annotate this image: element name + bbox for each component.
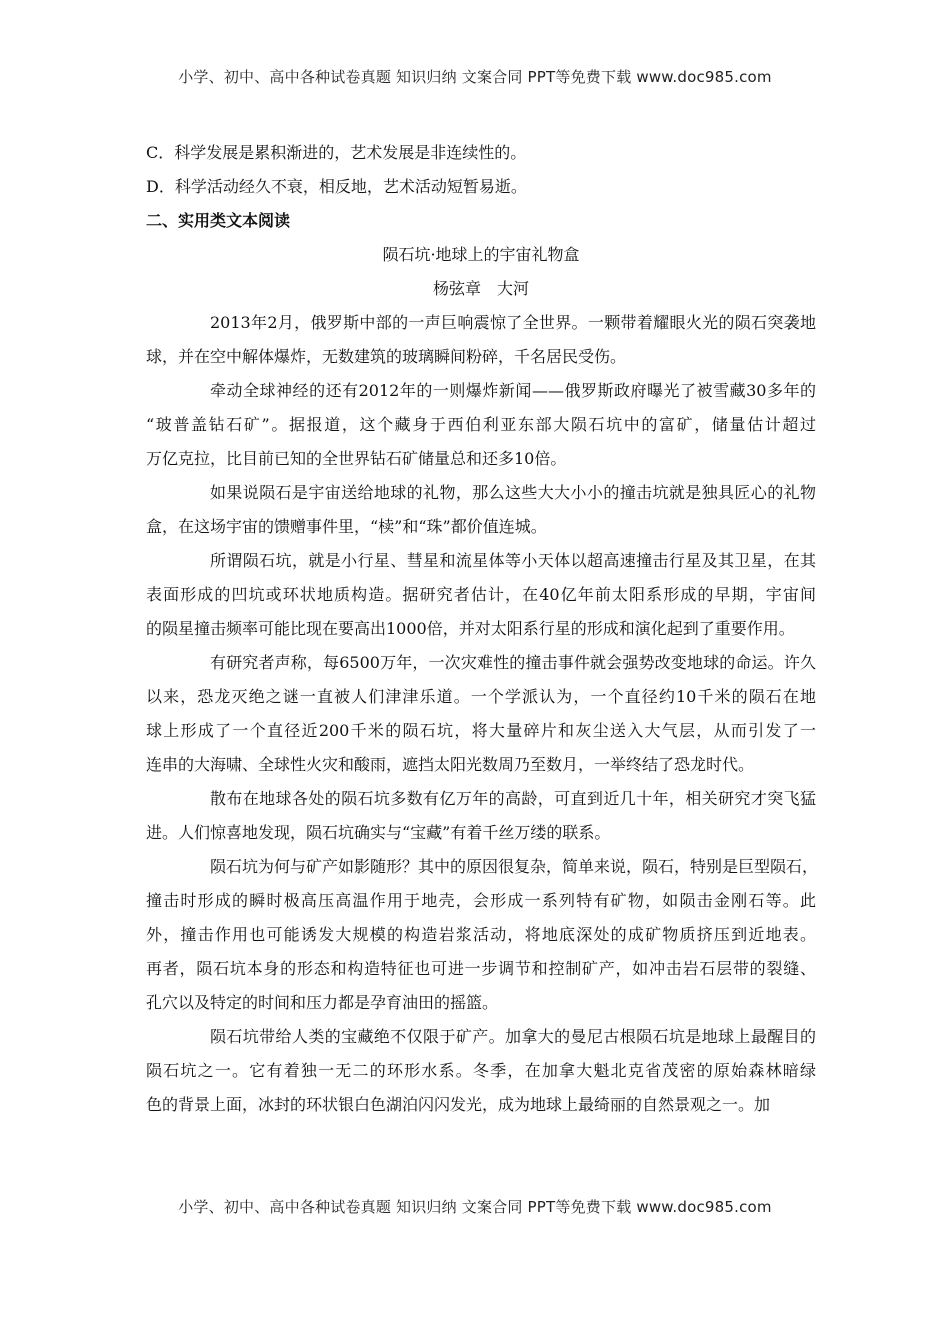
article-paragraph [146, 850, 819, 1020]
article-paragraphs [146, 306, 819, 1122]
page-header: 小学、初中、高中各种试卷真题 知识归纳 文案合同 PPT等免费下载 www.doc985.com [178, 68, 772, 86]
page-footer: 小学、初中、高中各种试卷真题 知识归纳 文案合同 PPT等免费下载 www.doc985.com [178, 1198, 772, 1216]
option-c: C．科学发展是累积渐进的，艺术发展是非连续性的。 [146, 143, 527, 162]
paragraph-line: 表面形成的凹坑或环状地质构造。据研究者估计，在40亿年前太阳系形成的早期，宇宙间 [146, 585, 816, 604]
paragraph-line: 孔穴以及特定的时间和压力都是孕育油田的摇篮。 [146, 993, 499, 1012]
paragraph-line: 进。人们惊喜地发现，陨石坑确实与“宝藏”有着千丝万缕的联系。 [146, 823, 611, 842]
paragraph-line: 撞击时形成的瞬时极高压高温作用于地壳，会形成一系列特有矿物，如陨击金刚石等。此 [146, 891, 816, 910]
paragraph-line: “玻普盖钻石矿”。据报道，这个藏身于西伯利亚东部大陨石坑中的富矿，储量估计超过 [146, 415, 816, 434]
paragraph-line: 有研究者声称，每6500万年，一次灾难性的撞击事件就会强势改变地球的命运。许久 [210, 653, 816, 672]
paragraph-line: 再者，陨石坑本身的形态和构造特征也可进一步调节和控制矿产，如冲击岩石层带的裂缝、 [146, 959, 816, 978]
paragraph-line: 陨石坑之一。它有着独一无二的环形水系。冬季，在加拿大魁北克省茂密的原始森林暗绿 [146, 1061, 816, 1080]
paragraph-line: 球上形成了一个直径近200千米的陨石坑，将大量碎片和灰尘送入大气层，从而引发了一 [146, 721, 816, 740]
paragraph-line: 盒，在这场宇宙的馈赠事件里，“椟”和“珠”都价值连城。 [146, 517, 547, 536]
article-title: 陨石坑·地球上的宇宙礼物盒 [382, 245, 580, 264]
paragraph-line: 如果说陨石是宇宙送给地球的礼物，那么这些大大小小的撞击坑就是独具匠心的礼物 [210, 483, 816, 502]
article-author: 杨弦章 大河 [432, 279, 529, 298]
paragraph-line: 散布在地球各处的陨石坑多数有亿万年的高龄，可直到近几十年，相关研究才突飞猛 [210, 789, 816, 808]
paragraph-line: 的陨星撞击频率可能比现在要高出1000倍，并对太阳系行星的形成和演化起到了重要作用。 [146, 619, 795, 638]
paragraph-line: 陨石坑为何与矿产如影随形？其中的原因很复杂，简单来说，陨石，特别是巨型陨石， [210, 857, 819, 876]
paragraph-line: 球，并在空中解体爆炸，无数建筑的玻璃瞬间粉碎，千名居民受伤。 [146, 347, 627, 366]
article-paragraph [146, 782, 816, 850]
paragraph-line: 所谓陨石坑，就是小行星、彗星和流星体等小天体以超高速撞击行星及其卫星，在其 [210, 551, 816, 570]
paragraph-line: 万亿克拉，比目前已知的全世界钻石矿储量总和还多10倍。 [146, 449, 567, 468]
article-paragraph [146, 476, 816, 544]
paragraph-line: 牵动全球神经的还有2012年的一则爆炸新闻——俄罗斯政府曝光了被雪藏30多年的 [210, 381, 816, 400]
article-paragraph [146, 1020, 816, 1122]
paragraph-line: 连串的大海啸、全球性火灾和酸雨，遮挡太阳光数周乃至数月，一举终结了恐龙时代。 [146, 755, 755, 774]
paragraph-line: 陨石坑带给人类的宝藏绝不仅限于矿产。加拿大的曼尼古根陨石坑是地球上最醒目的 [210, 1027, 816, 1046]
paragraph-line: 外，撞击作用也可能诱发大规模的构造岩浆活动，将地底深处的成矿物质挤压到近地表。 [146, 925, 816, 944]
paragraph-line: 色的背景上面，冰封的环状银白色湖泊闪闪发光，成为地球上最绮丽的自然景观之一。加 [146, 1095, 771, 1114]
article-paragraph [146, 374, 816, 476]
paragraph-line: 以来，恐龙灭绝之谜一直被人们津津乐道。一个学派认为，一个直径约10千米的陨石在地 [146, 687, 816, 706]
section-heading: 二、实用类文本阅读 [146, 211, 291, 230]
article-paragraph [146, 544, 816, 646]
document-body [146, 136, 819, 1122]
option-d: D．科学活动经久不衰，相反地，艺术活动短暂易逝。 [146, 177, 527, 196]
article-paragraph [146, 306, 816, 374]
paragraph-line: 2013年2月，俄罗斯中部的一声巨响震惊了全世界。一颗带着耀眼火光的陨石突袭地 [210, 313, 816, 332]
article-paragraph [146, 646, 816, 782]
